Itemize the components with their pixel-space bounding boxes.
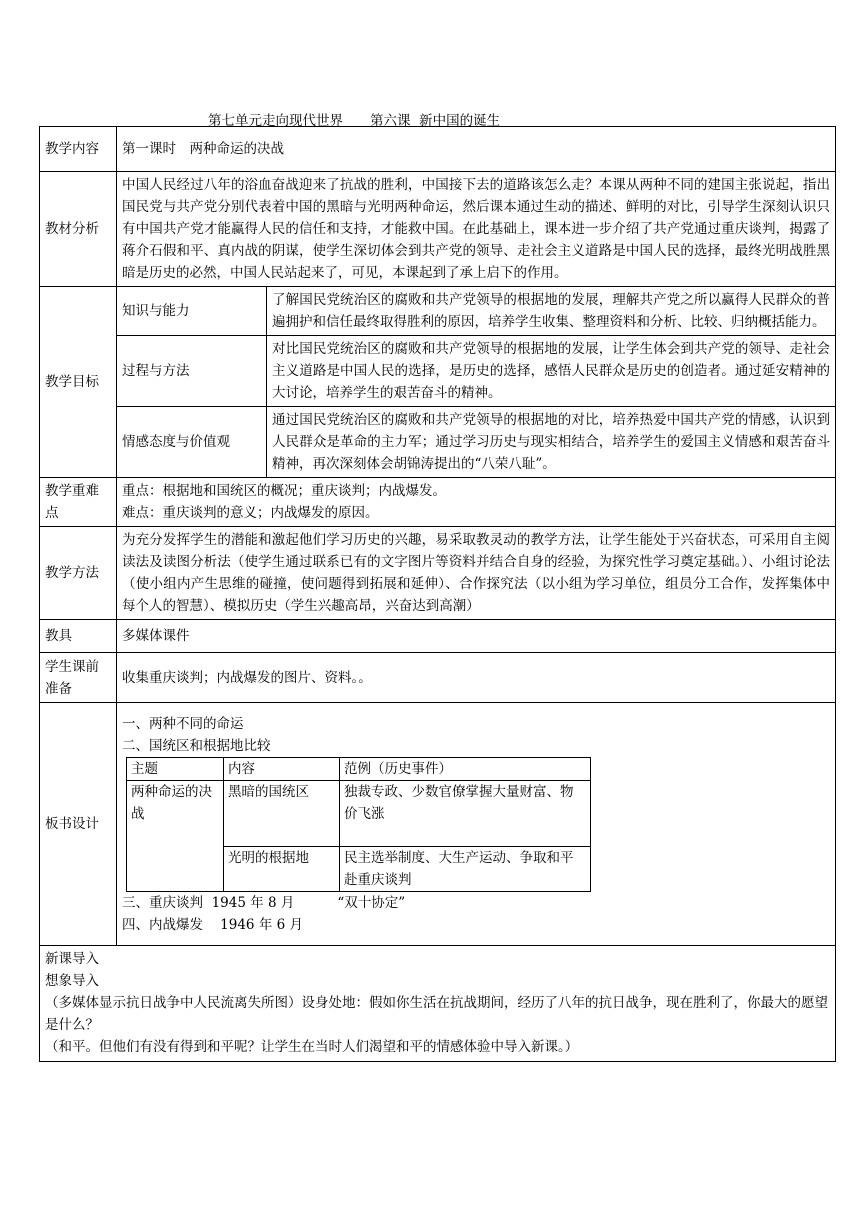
goals-cell [117, 287, 836, 478]
row-intro [40, 946, 836, 1062]
goal-row [117, 287, 835, 336]
value-tools: 多媒体课件 [117, 620, 836, 653]
label-goals: 教学目标 [40, 287, 117, 478]
value-analysis: 中国人民经过八年的浴血奋战迎来了抗战的胜利，中国接下去的道路该怎么走？本课从两种不同的建国主张说起，指出国民党与共产党分别代表着中国的黑暗与光明两种命运，然后课本通过生动的描述、鲜明的对比，引导学生深刻认识只有中国共产党才能赢得人民的信任和支持，才能救中国。在此基础上，课本进一步介绍了共产党通过重庆谈判，揭露了蒋介石假和平、真内战的阴谋，使学生深切体会到共产党的领导、走社会主义道路是中国人民的选择，最终光明战胜黑暗是历史的必然，中国人民站起来了，可见，本课起到了承上启下的作用。 [117, 172, 836, 287]
example-cell: 民主选举制度、大生产运动、争取和平赴重庆谈判 [340, 846, 591, 891]
goal-label: 情感态度与价值观 [117, 407, 267, 478]
board-line-1: 一、两种不同的命运 [122, 715, 244, 732]
row-content [40, 127, 836, 172]
intro-para-2: （和平。但他们有没有得到和平呢？让学生在当时人们渴望和平的情感体验中导入新课。） [45, 1039, 579, 1055]
label-keypoints: 教学重难点 [40, 478, 117, 527]
label-content: 教学内容 [40, 127, 117, 172]
label-board: 板书设计 [40, 703, 117, 946]
row-board [40, 703, 836, 946]
page-title: 第七单元走向现代世界 第六课 新中国的诞生 [208, 113, 501, 129]
intro-cell [40, 946, 836, 1062]
lesson-plan-table [39, 126, 836, 1062]
value-content: 第一课时 两种命运的决战 [117, 127, 836, 172]
goals-table [117, 287, 835, 477]
content-cell: 光明的根据地 [224, 846, 340, 891]
label-prep: 学生课前准备 [40, 653, 117, 703]
goal-value: 通过国民党统治区的腐败和共产党领导的根据地的对比，培养热爱中国共产党的情感，认识到人民群众是革命的主力军；通过学习历史与现实相结合，培养学生的爱国主义情感和艰苦奋斗精神，再次深刻体会胡锦涛提出的“八荣八耻”。 [272, 412, 830, 472]
value-prep: 收集重庆谈判；内战爆发的图片、资料。。 [117, 653, 836, 703]
goal-row [117, 336, 835, 407]
intro-para-1: （多媒体显示抗日战争中人民流离失所图）设身处地：假如你生活在抗战期间，经历了八年的抗日战争，现在胜利了，你最大的愿望是什么？ [45, 995, 828, 1033]
board-line-2: 二、国统区和根据地比较 [122, 737, 271, 754]
board-line-3: 三、重庆谈判 1945 年 8 月 “双十协定” [122, 894, 406, 911]
header-example: 范例（历史事件） [340, 757, 591, 780]
row-methods [40, 527, 836, 620]
header-content: 内容 [224, 757, 340, 780]
label-analysis: 教材分析 [40, 172, 117, 287]
content-cell: 黑暗的国统区 [224, 780, 340, 846]
goal-label: 知识与能力 [117, 287, 267, 336]
value-board [117, 703, 836, 946]
focus-text: 重点：根据地和国统区的概况；重庆谈判；内战爆发。 [122, 483, 446, 499]
example-cell: 独裁专政、少数官僚掌握大量财富、物价飞涨 [340, 780, 591, 846]
goal-row [117, 407, 835, 478]
header-theme: 主题 [127, 757, 224, 780]
value-keypoints [117, 478, 836, 527]
goal-value: 了解国民党统治区的腐败和共产党领导的根据地的发展，理解共产党之所以赢得人民群众的普遍拥护和信任最终取得胜利的原因，培养学生收集、整理资料和分析、比较、归纳概括能力。 [267, 287, 836, 336]
label-tools: 教具 [40, 620, 117, 653]
comparison-table [126, 757, 591, 892]
intro-heading: 新课导入 [45, 951, 99, 967]
row-prep [40, 653, 836, 703]
row-tools [40, 620, 836, 653]
intro-subheading: 想象导入 [45, 973, 99, 989]
board-line-4: 四、内战爆发 1946 年 6 月 [122, 916, 303, 933]
comparison-header-row [127, 757, 591, 780]
difficulty-text: 难点：重庆谈判的意义；内战爆发的原因。 [122, 505, 379, 521]
row-analysis [40, 172, 836, 287]
row-keypoints [40, 478, 836, 527]
label-methods: 教学方法 [40, 527, 117, 620]
goal-value: 对比国民党统治区的腐败和共产党领导的根据地的发展，让学生体会到共产党的领导、走社会主义道路是中国人民的选择，是历史的选择，感悟人民群众是历史的创造者。通过延安精神的大讨论，培养学生的艰苦奋斗的精神。 [267, 336, 836, 407]
row-goals [40, 287, 836, 478]
theme-cell: 两种命运的决战 [127, 780, 224, 891]
value-methods: 为充分发挥学生的潜能和激起他们学习历史的兴趣，易采取教灵动的教学方法，让学生能处于兴奋状态，可采用自主阅读法及读图分析法（使学生通过联系已有的文字图片等资料并结合自身的经验，为探究性学习奠定基础。）、小组讨论法（使小组内产生思维的碰撞，使问题得到拓展和延伸）、合作探究法（以小组为学习单位，组员分工合作，发挥集体中每个人的智慧）、模拟历史（学生兴趣高昂，兴奋达到高潮） [117, 527, 836, 620]
goal-label: 过程与方法 [117, 336, 267, 407]
comparison-row [127, 780, 591, 846]
